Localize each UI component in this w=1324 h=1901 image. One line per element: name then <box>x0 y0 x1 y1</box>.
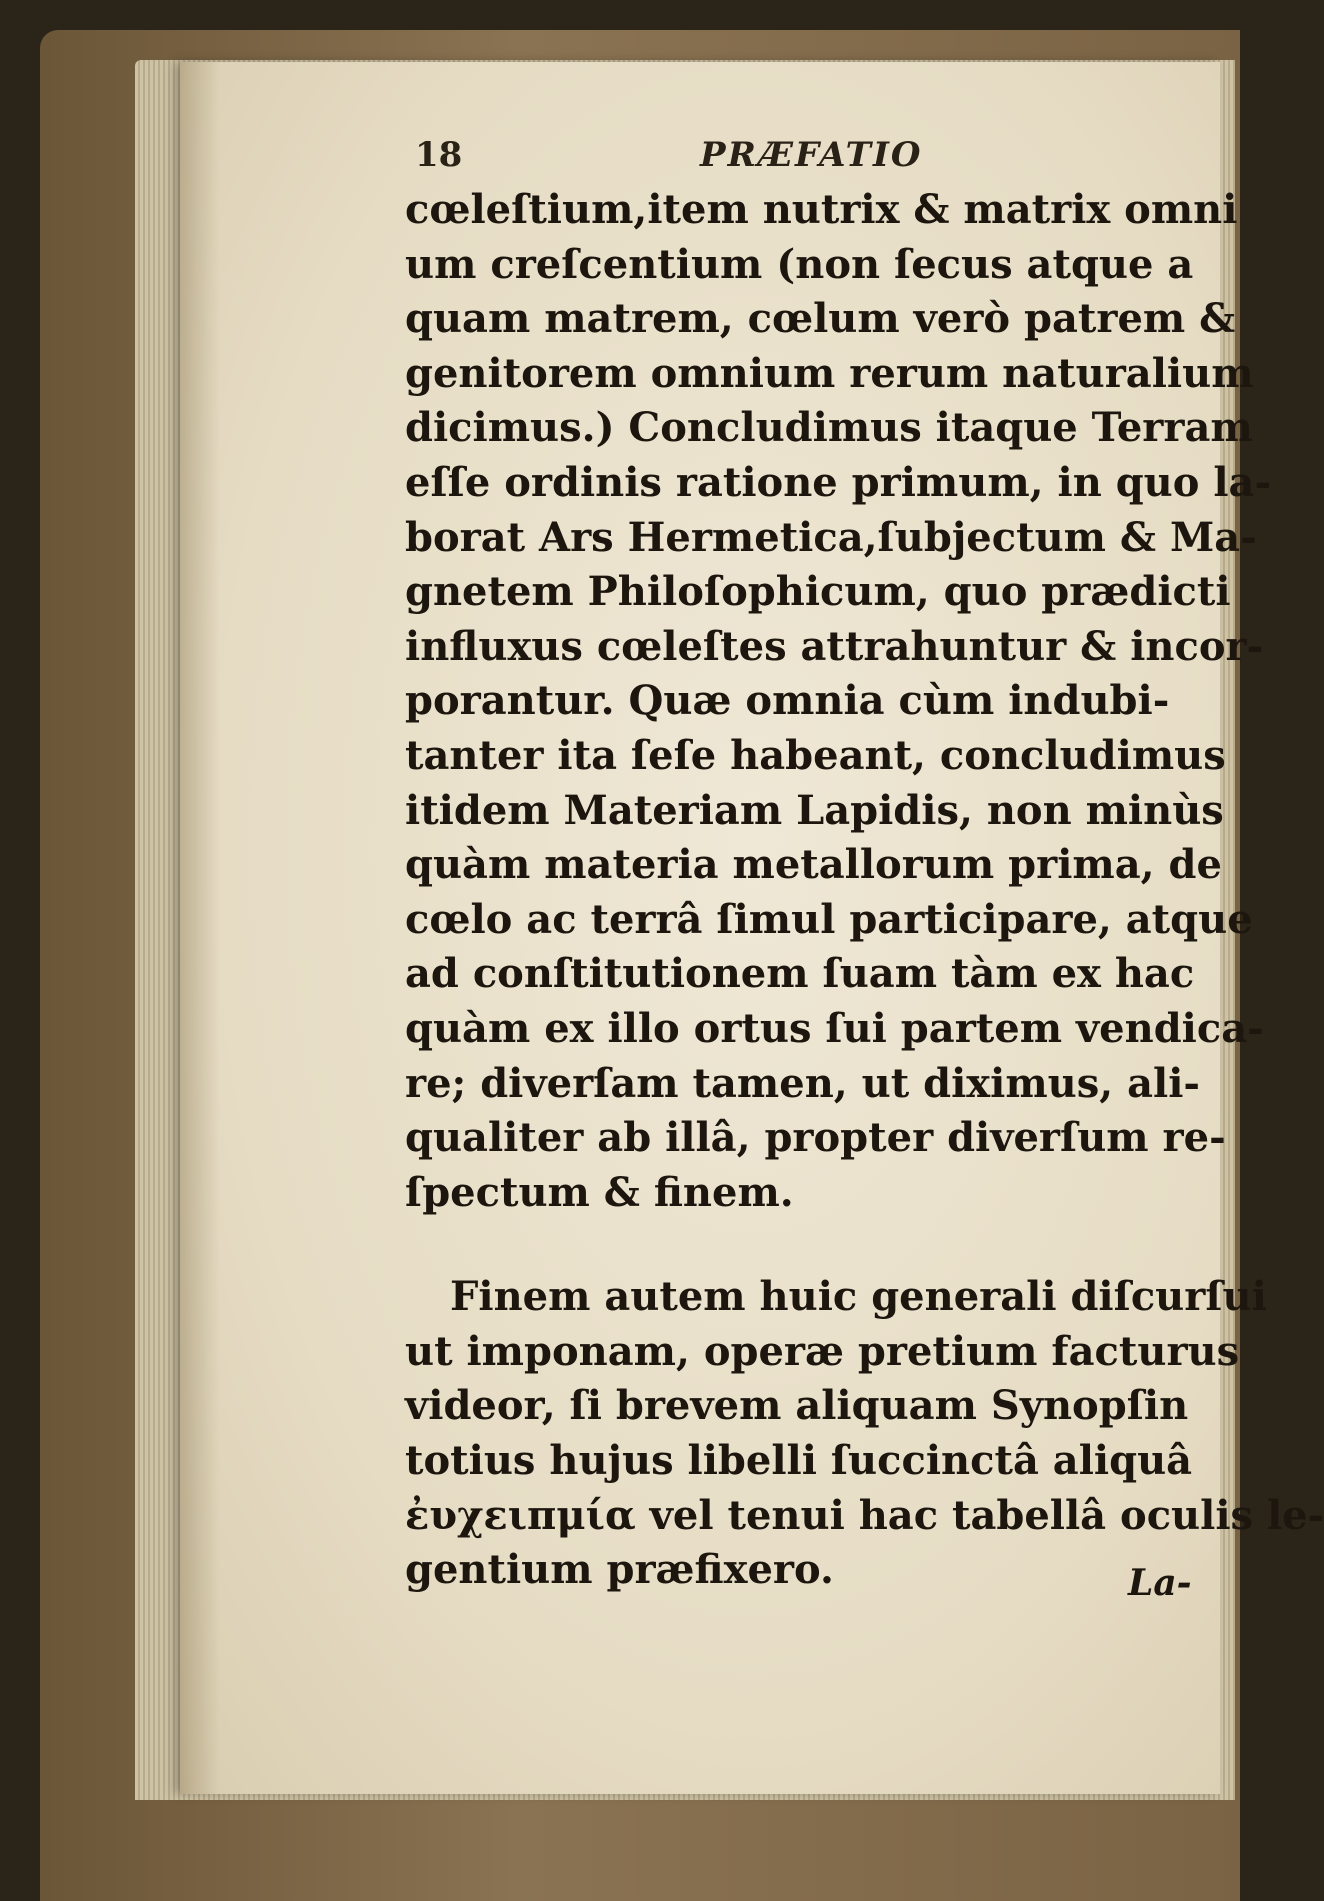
text-line: borat Ars Hermetica,ſubjectum & Ma- <box>405 513 1257 561</box>
paragraph-2 <box>405 1270 1324 1598</box>
catchword: La- <box>1128 1562 1192 1604</box>
text-line: quàm materia metallorum prima, de <box>405 841 1222 889</box>
text-line: ad conſtitutionem ſuam tàm ex hac <box>405 950 1195 998</box>
page-header <box>415 135 1215 183</box>
text-line: cœleſtium,item nutrix & matrix omni <box>405 186 1238 233</box>
text-line: cœlo ac terrâ ſimul participare, atque <box>405 895 1253 943</box>
text-line: porantur. Quæ omnia cùm indubi- <box>405 677 1170 725</box>
text-line: eſſe ordinis ratione primum, in quo la- <box>405 458 1272 506</box>
text-line: genitorem omnium rerum naturalium <box>405 349 1254 397</box>
text-line: um creſcentium (non ſecus atque a <box>405 240 1194 288</box>
page-number: 18 <box>415 135 463 175</box>
text-line: totius hujus libelli ſuccinctâ aliquâ <box>405 1437 1193 1485</box>
text-line: re; diverſam tamen, ut diximus, ali- <box>405 1059 1200 1107</box>
text-line: dicimus.) Concludimus itaque Terram <box>405 404 1253 452</box>
body-text <box>405 183 1324 1598</box>
text-line: influxus cœleſtes attrahuntur & incor- <box>405 622 1264 670</box>
text-line: ſpectum & finem. <box>405 1168 794 1216</box>
text-line: ut imponam, operæ pretium facturus <box>405 1327 1240 1375</box>
text-line: gnetem Philoſophicum, quo prædicti <box>405 568 1231 616</box>
text-line: tanter ita ſeſe habeant, concludimus <box>405 731 1226 779</box>
paragraph-gap <box>405 1220 1205 1270</box>
text-line: quàm ex illo ortus ſui partem vendica- <box>405 1004 1264 1052</box>
gutter-shadow <box>180 62 220 1794</box>
text-line: qualiter ab illâ, propter diverſum re- <box>405 1114 1226 1162</box>
text-line: Finem autem huic generali diſcurſui <box>450 1273 1267 1321</box>
paragraph-1 <box>405 183 1272 1220</box>
text-line: quam matrem, cœlum verò patrem & <box>405 295 1236 343</box>
running-head: PRÆFATIO <box>700 135 923 175</box>
text-line: videor, ſi brevem aliquam Synopſin <box>405 1382 1189 1430</box>
text-line: gentium præfixero. <box>405 1546 834 1594</box>
text-line: itidem Materiam Lapidis, non minùs <box>405 786 1224 834</box>
text-line: ἐυχειπμία vel tenui hac tabellâ oculis le- <box>405 1491 1324 1539</box>
